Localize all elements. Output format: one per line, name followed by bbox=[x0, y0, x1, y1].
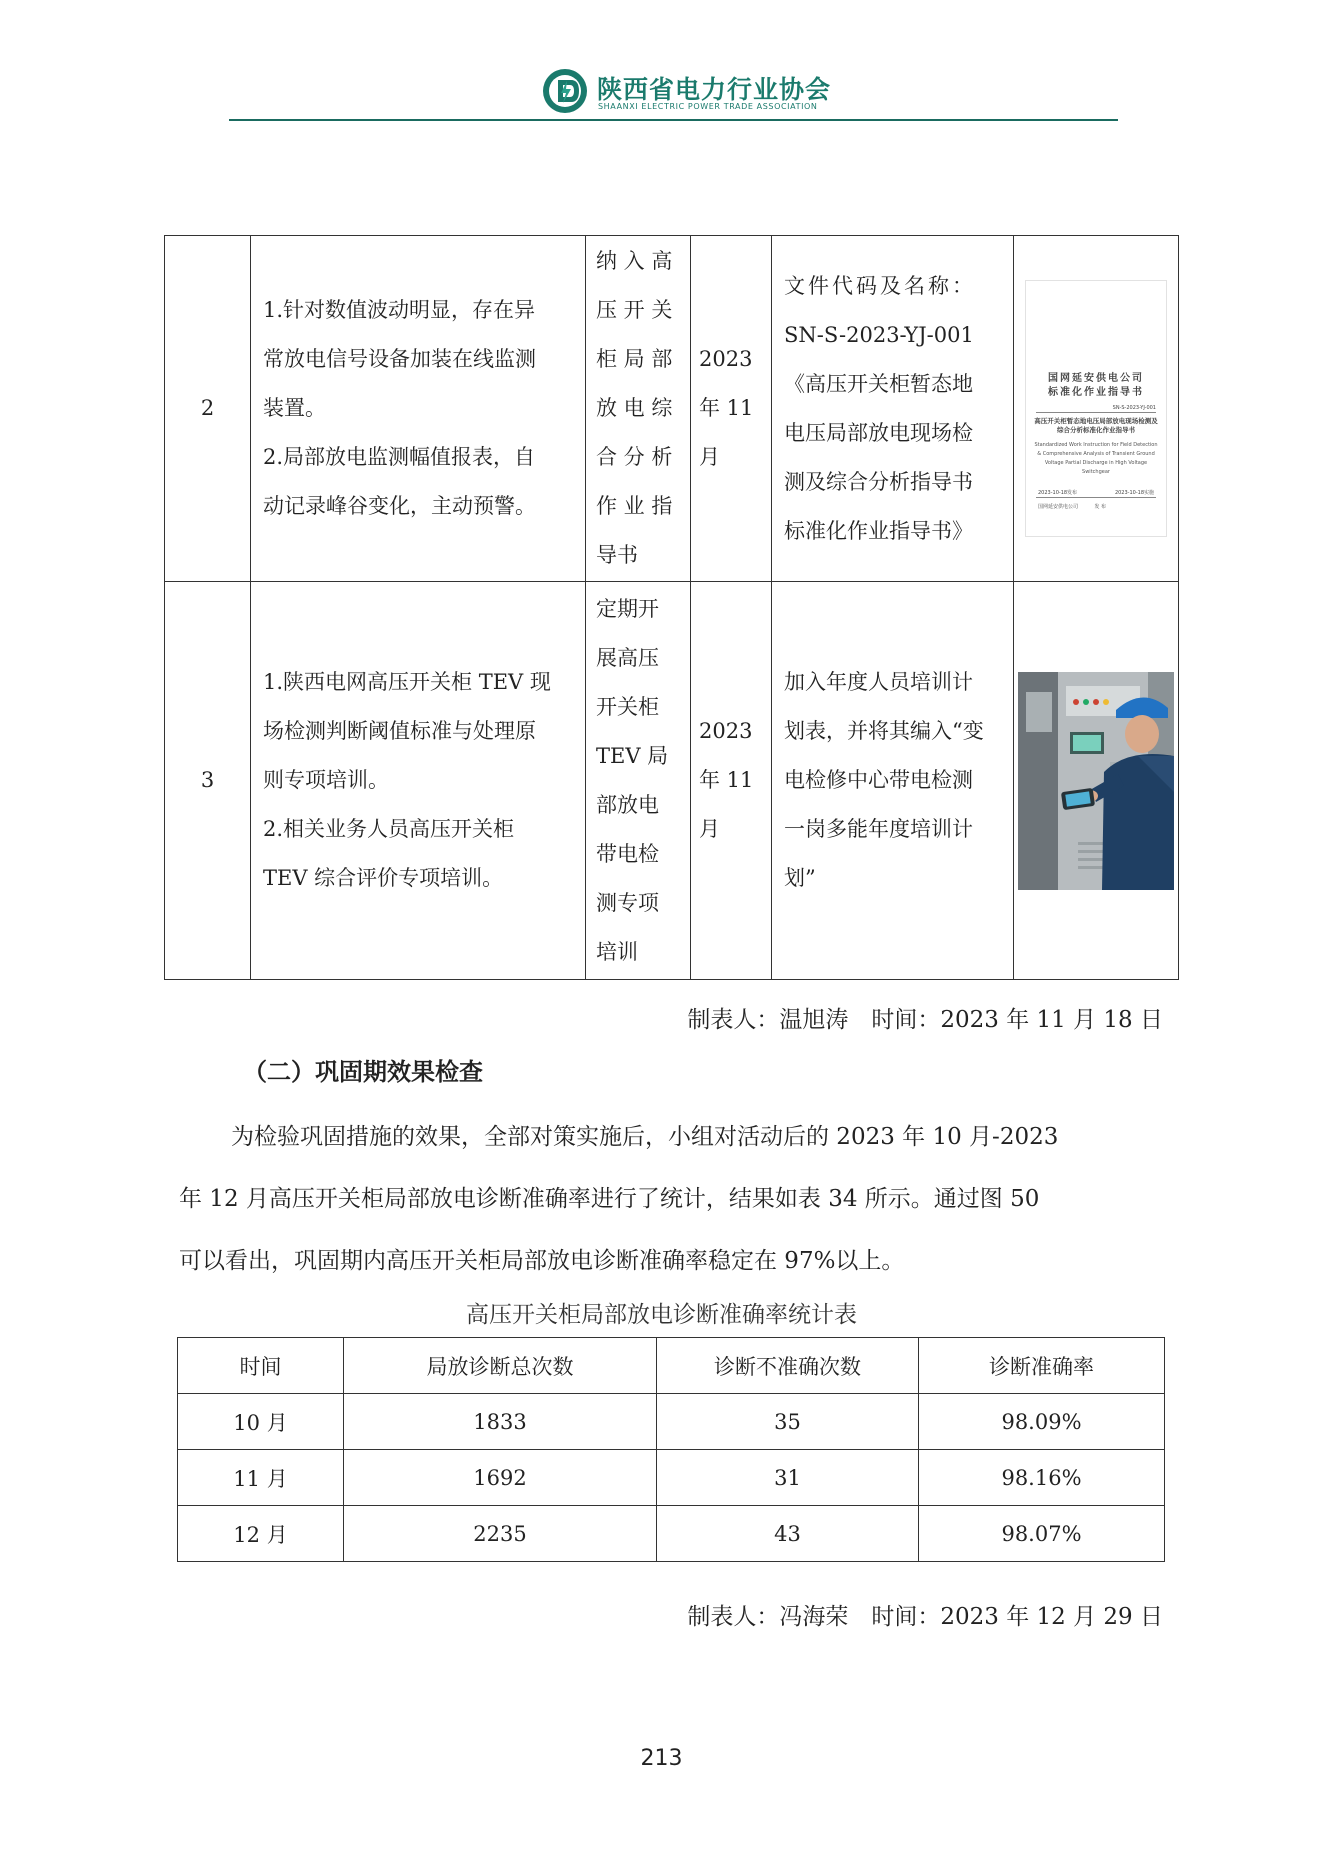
text-line: 则专项培训。 bbox=[263, 768, 389, 792]
row-number: 2 bbox=[165, 236, 251, 582]
text-line: 电压局部放电现场检 bbox=[784, 420, 973, 445]
text-line: TEV 局 bbox=[596, 743, 669, 768]
cover-doc-type: 标准化作业指导书 bbox=[1048, 387, 1144, 398]
cover-title-en: Standardized Work Instruction for Field Detection & Comprehensive Analysis of Transient Ground Voltage Partial Discharge in High Voltage Switchgear bbox=[1034, 442, 1158, 475]
table-row bbox=[165, 582, 1179, 980]
text-line: 场检测判断阈值标准与处理原 bbox=[263, 719, 536, 743]
implementation-result bbox=[772, 582, 1014, 980]
cover-issuer: 国网延安供电公司 bbox=[1038, 504, 1079, 510]
measure-content bbox=[251, 236, 586, 582]
table-cell: 1692 bbox=[344, 1450, 657, 1506]
text-line: 划表，并将其编入“变 bbox=[784, 719, 984, 743]
measure-content bbox=[251, 582, 586, 980]
table-cell: 1833 bbox=[344, 1394, 657, 1450]
text-line: 定期开 bbox=[596, 596, 659, 621]
text-line: 部放电 bbox=[596, 792, 659, 817]
table-maker-note: 制表人：温旭涛 时间：2023 年 11 月 18 日 bbox=[687, 1007, 1163, 1033]
text-line: 纳 入 高 bbox=[596, 249, 673, 273]
text-line: 作 业 指 bbox=[596, 494, 673, 518]
implementation-time bbox=[691, 236, 772, 582]
text-line: 月 bbox=[699, 817, 720, 841]
text-line: 文件代码及名称： bbox=[784, 273, 976, 298]
training-photo-illustration bbox=[1018, 672, 1174, 890]
text-line: 柜 局 部 bbox=[596, 347, 673, 371]
text-line: 年 11 bbox=[699, 768, 754, 792]
text-line: 测及综合分析指导书 bbox=[784, 469, 973, 494]
text-line: 1.陕西电网高压开关柜 TEV 现 bbox=[263, 670, 551, 694]
measures-table bbox=[164, 235, 1179, 980]
paragraph-line: 为检验巩固措施的效果，全部对策实施后，小组对活动后的 2023 年 10 月-2023 bbox=[231, 1124, 1059, 1150]
text-line: 《高压开关柜暂态地 bbox=[784, 371, 973, 396]
training-photo bbox=[1018, 672, 1174, 890]
text-line: 2023 bbox=[699, 719, 753, 743]
cover-divider bbox=[1036, 412, 1156, 413]
cover-effective-date: 2023-10-18实施 bbox=[1114, 490, 1154, 496]
table-cell: 2235 bbox=[344, 1506, 657, 1562]
table-row bbox=[165, 236, 1179, 582]
text-line: 培训 bbox=[596, 939, 638, 964]
page-header bbox=[0, 58, 1323, 118]
column-header: 时间 bbox=[178, 1338, 344, 1394]
text-line: 装置。 bbox=[263, 396, 326, 420]
table-header-row bbox=[178, 1338, 1165, 1394]
org-name-en: SHAANXI ELECTRIC POWER TRADE ASSOCIATION bbox=[598, 102, 818, 111]
column-header: 诊断准确率 bbox=[919, 1338, 1165, 1394]
table-cell: 98.07% bbox=[919, 1506, 1165, 1562]
table-caption: 高压开关柜局部放电诊断准确率统计表 bbox=[466, 1302, 857, 1328]
table-cell: 98.16% bbox=[919, 1450, 1165, 1506]
text-line: TEV 综合评价专项培训。 bbox=[263, 866, 504, 890]
column-header: 诊断不准确次数 bbox=[657, 1338, 919, 1394]
text-line: 划” bbox=[784, 866, 816, 890]
text-line: 展高压 bbox=[596, 645, 659, 670]
cover-issue-label: 发 布 bbox=[1094, 504, 1106, 510]
body-paragraph bbox=[179, 1106, 1179, 1292]
text-line: 加入年度人员培训计 bbox=[784, 670, 973, 694]
text-line: 测专项 bbox=[596, 890, 659, 915]
column-header: 局放诊断总次数 bbox=[344, 1338, 657, 1394]
association-logo-icon bbox=[542, 68, 588, 114]
cover-company: 国网延安供电公司 bbox=[1048, 373, 1144, 384]
table-row bbox=[178, 1506, 1165, 1562]
implementation-result bbox=[772, 236, 1014, 582]
text-line: 放 电 综 bbox=[596, 396, 673, 420]
table-maker-note: 制表人：冯海荣 时间：2023 年 12 月 29 日 bbox=[687, 1604, 1163, 1630]
table-row bbox=[178, 1394, 1165, 1450]
text-line: 导书 bbox=[596, 543, 638, 567]
text-line: 电检修中心带电检测 bbox=[784, 768, 973, 792]
text-line: 月 bbox=[699, 445, 720, 469]
header-divider bbox=[229, 119, 1118, 121]
text-line: SN-S-2023-YJ-001 bbox=[784, 322, 974, 347]
standardization-measure bbox=[586, 582, 691, 980]
text-line: 压 开 关 bbox=[596, 298, 673, 322]
table-cell: 43 bbox=[657, 1506, 919, 1562]
section-heading: （二）巩固期效果检查 bbox=[243, 1058, 483, 1086]
text-line: 常放电信号设备加装在线监测 bbox=[263, 347, 536, 371]
paragraph-line: 可以看出，巩固期内高压开关柜局部放电诊断准确率稳定在 97%以上。 bbox=[179, 1248, 905, 1274]
text-line: 一岗多能年度培训计 bbox=[784, 817, 973, 841]
document-cover-cell bbox=[1014, 236, 1179, 582]
table-cell: 11 月 bbox=[178, 1450, 344, 1506]
text-line: 2023 bbox=[699, 347, 753, 371]
paragraph-line: 年 12 月高压开关柜局部放电诊断准确率进行了统计，结果如表 34 所示。通过图 50 bbox=[179, 1186, 1040, 1212]
table-cell: 98.09% bbox=[919, 1394, 1165, 1450]
cover-release-date: 2023-10-18发布 bbox=[1038, 490, 1078, 496]
text-line: 2.相关业务人员高压开关柜 bbox=[263, 817, 515, 841]
table-cell: 10 月 bbox=[178, 1394, 344, 1450]
cover-title: 高压开关柜暂态地电压局部放电现场检测及综合分析标准化作业指导书 bbox=[1034, 417, 1158, 434]
accuracy-stats-table bbox=[177, 1337, 1165, 1562]
text-line: 1.针对数值波动明显，存在异 bbox=[263, 298, 536, 322]
row-number: 3 bbox=[165, 582, 251, 980]
page-number: 213 bbox=[640, 1746, 683, 1771]
text-line: 合 分 析 bbox=[596, 445, 673, 469]
document-cover-image bbox=[1025, 280, 1167, 537]
table-cell: 35 bbox=[657, 1394, 919, 1450]
implementation-time bbox=[691, 582, 772, 980]
table-cell: 31 bbox=[657, 1450, 919, 1506]
text-line: 带电检 bbox=[596, 841, 659, 866]
standardization-measure bbox=[586, 236, 691, 582]
org-name: 陕西省电力行业协会 bbox=[597, 75, 832, 104]
text-line: 年 11 bbox=[699, 396, 754, 420]
text-line: 标准化作业指导书》 bbox=[784, 518, 973, 543]
cover-divider bbox=[1036, 497, 1156, 498]
text-line: 开关柜 bbox=[596, 694, 659, 719]
table-cell: 12 月 bbox=[178, 1506, 344, 1562]
training-photo-cell bbox=[1014, 582, 1179, 980]
text-line: 动记录峰谷变化，主动预警。 bbox=[263, 494, 536, 518]
cover-code: SN-S-2023-YJ-001 bbox=[1112, 405, 1156, 411]
text-line: 2.局部放电监测幅值报表，自 bbox=[263, 445, 536, 469]
table-row bbox=[178, 1450, 1165, 1506]
